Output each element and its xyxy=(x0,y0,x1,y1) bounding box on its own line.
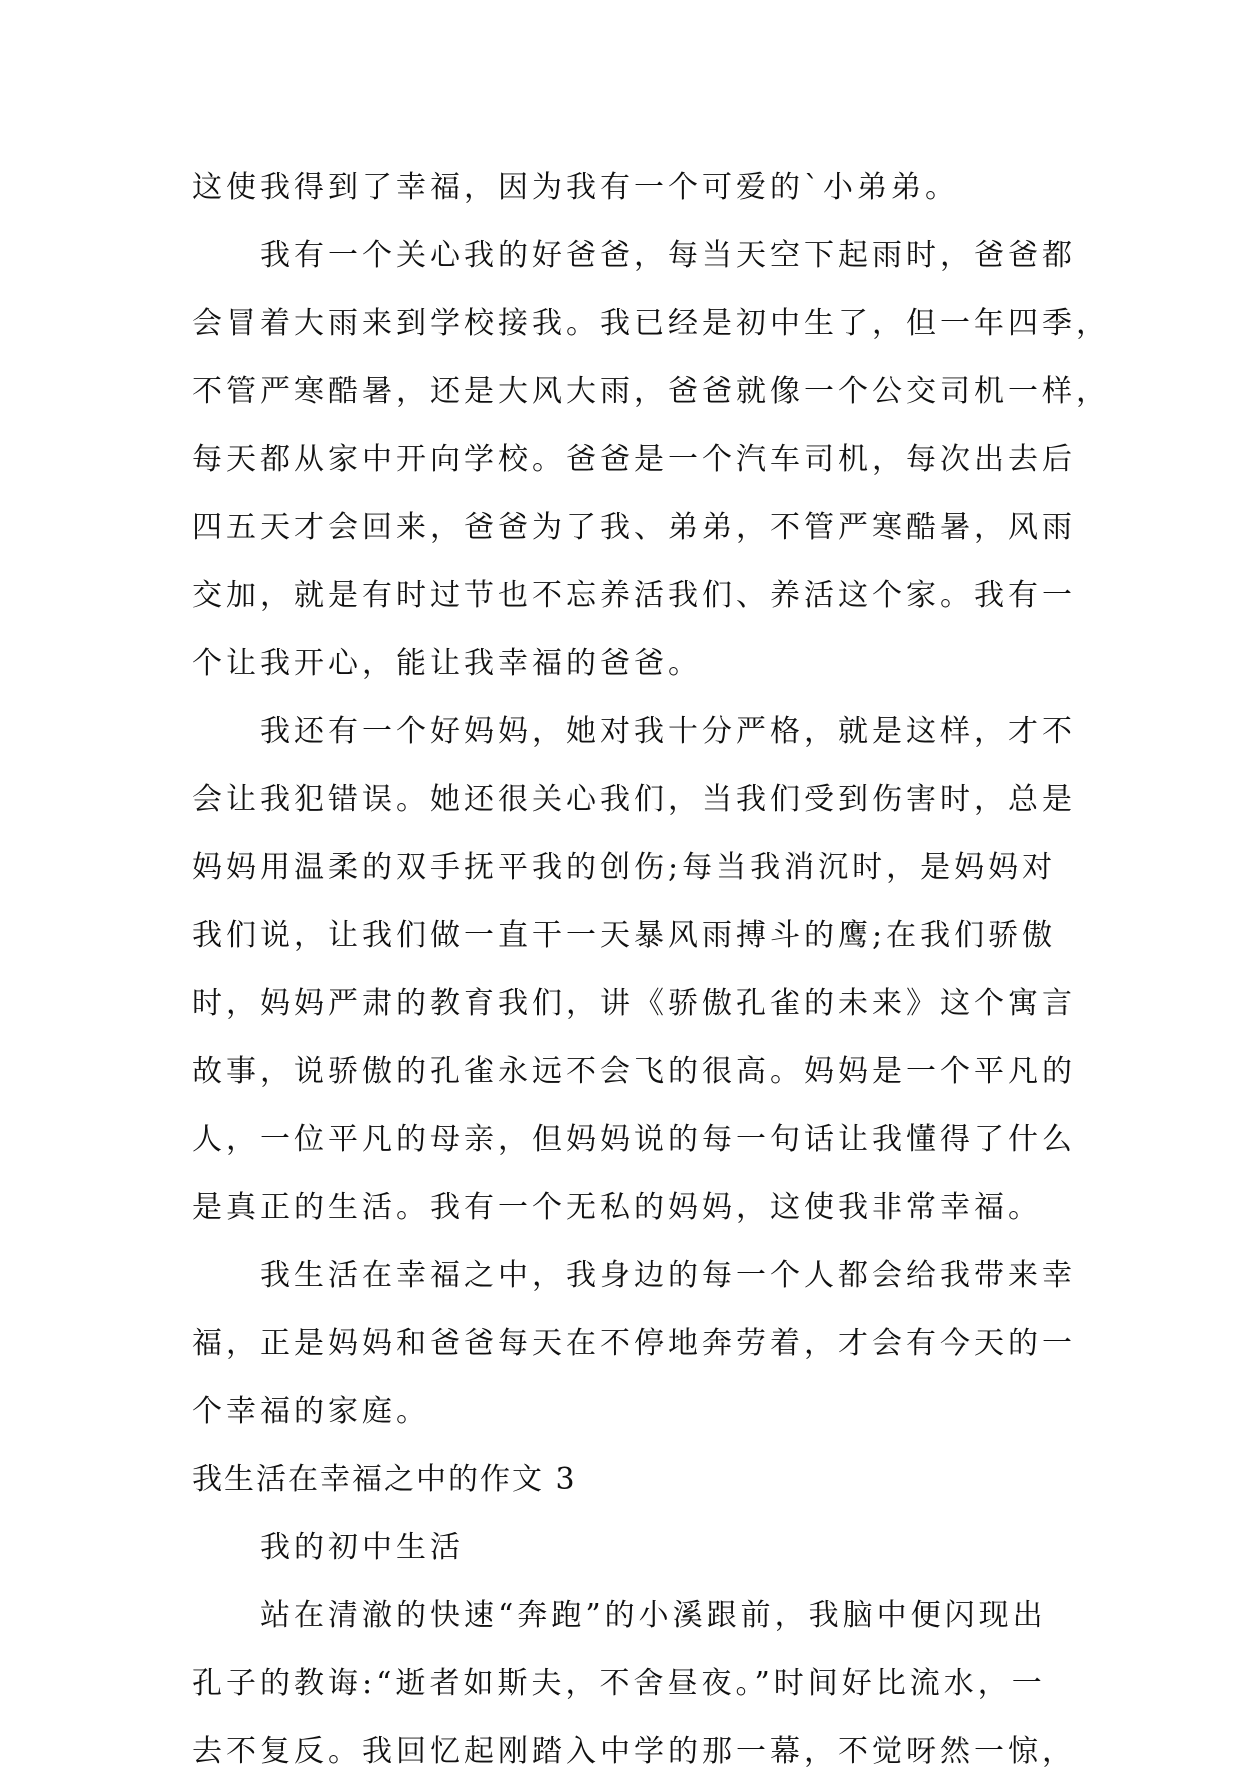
text-line: 人，一位平凡的母亲，但妈妈说的每一句话让我懂得了什么 xyxy=(192,1122,1076,1157)
paragraph-first-line: 我生活在幸福之中，我身边的每一个人都会给我带来幸 xyxy=(260,1258,1076,1293)
text-line: 个幸福的家庭。 xyxy=(192,1394,430,1429)
essay-subtitle: 我的初中生活 xyxy=(260,1530,464,1565)
text-line: 交加，就是有时过节也不忘养活我们、养活这个家。我有一 xyxy=(192,578,1076,613)
section-title: 我生活在幸福之中的作文 3 xyxy=(192,1462,577,1497)
text-line: 孔子的教诲:“逝者如斯夫，不舍昼夜。”时间好比流水，一 xyxy=(192,1666,1046,1701)
text-line: 时，妈妈严肃的教育我们，讲《骄傲孔雀的未来》这个寓言 xyxy=(192,986,1076,1021)
text-line: 个让我开心，能让我幸福的爸爸。 xyxy=(192,646,702,681)
text-line: 四五天才会回来，爸爸为了我、弟弟，不管严寒酷暑，风雨 xyxy=(192,510,1076,545)
paragraph-first-line: 我还有一个好妈妈，她对我十分严格，就是这样，才不 xyxy=(260,714,1076,749)
text-line: 会让我犯错误。她还很关心我们，当我们受到伤害时，总是 xyxy=(192,782,1076,817)
text-line: 妈妈用温柔的双手抚平我的创伤;每当我消沉时，是妈妈对 xyxy=(192,850,1057,885)
text-line: 我们说，让我们做一直干一天暴风雨搏斗的鹰;在我们骄傲 xyxy=(192,918,1057,953)
text-line: 去不复反。我回忆起刚踏入中学的那一幕，不觉呀然一惊， xyxy=(192,1734,1076,1769)
text-line: 福，正是妈妈和爸爸每天在不停地奔劳着，才会有今天的一 xyxy=(192,1326,1076,1361)
text-line: 不管严寒酷暑，还是大风大雨，爸爸就像一个公交司机一样， xyxy=(192,374,1110,409)
text-line: 每天都从家中开向学校。爸爸是一个汽车司机，每次出去后 xyxy=(192,442,1076,477)
document-body xyxy=(192,154,1110,1786)
paragraph-first-line: 我有一个关心我的好爸爸，每当天空下起雨时，爸爸都 xyxy=(260,238,1076,273)
paragraph-first-line: 站在清澈的快速“奔跑”的小溪跟前，我脑中便闪现出 xyxy=(260,1598,1047,1633)
text-line: 这使我得到了幸福，因为我有一个可爱的`小弟弟。 xyxy=(192,170,959,205)
text-line: 故事，说骄傲的孔雀永远不会飞的很高。妈妈是一个平凡的 xyxy=(192,1054,1076,1089)
text-line: 是真正的生活。我有一个无私的妈妈，这使我非常幸福。 xyxy=(192,1190,1042,1225)
text-line: 会冒着大雨来到学校接我。我已经是初中生了，但一年四季， xyxy=(192,306,1110,341)
